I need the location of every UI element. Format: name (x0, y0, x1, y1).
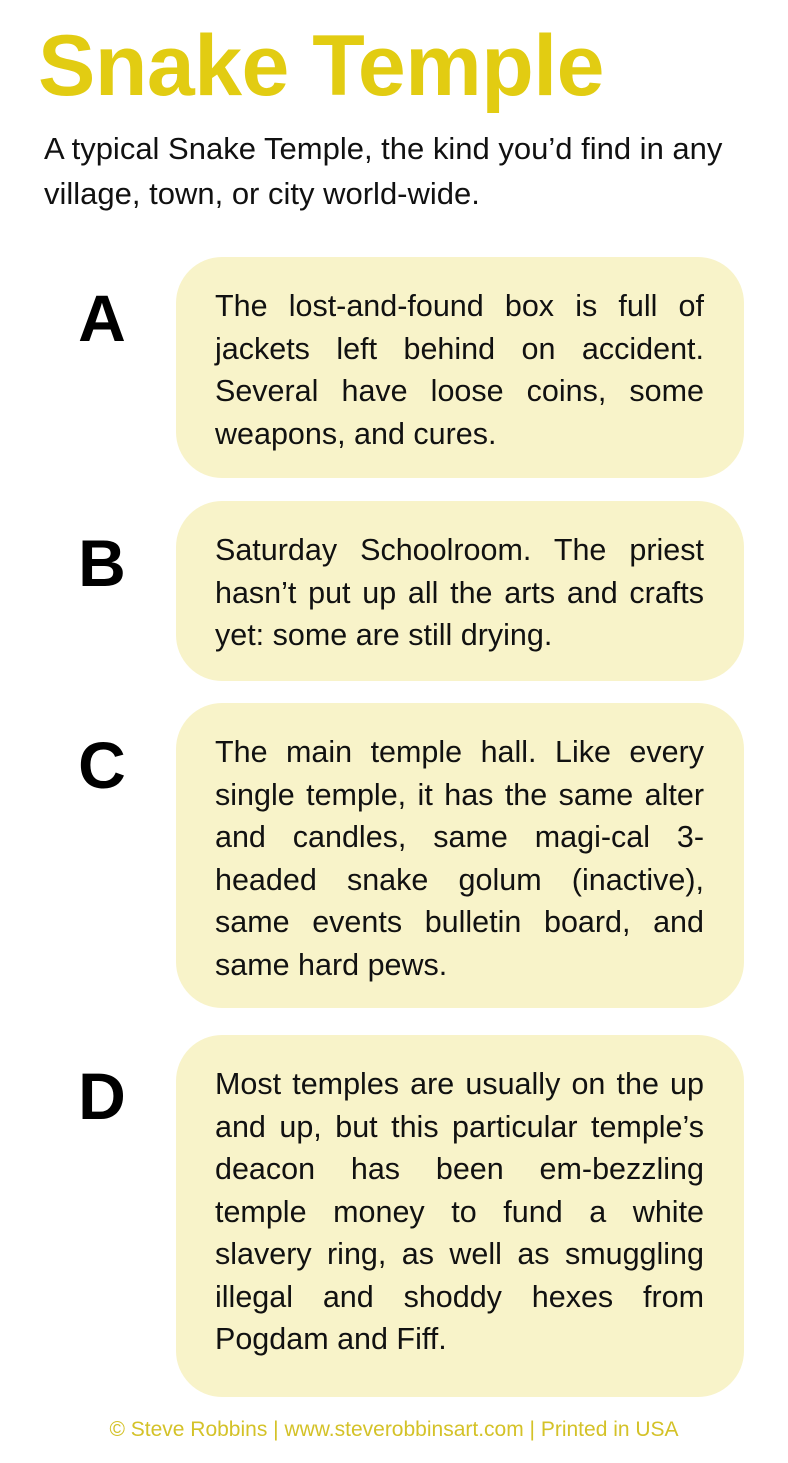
page-subtitle: A typical Snake Temple, the kind you’d find in any village, town, or city world-wide. (44, 131, 723, 211)
entry-letter: A (78, 281, 126, 355)
entry-letter: C (78, 728, 126, 802)
entry-card (176, 703, 744, 1008)
entry-card (176, 501, 744, 681)
entry-text: Saturday Schoolroom. The priest hasn’t put up all the arts and crafts yet: some are still drying. (215, 533, 704, 652)
footer-credit: © Steve Robbins | www.steverobbinsart.com | Printed in USA (109, 1418, 679, 1441)
entry-text: Most temples are usually on the up and up, but this particular temple’s deacon has been em-bezzling temple money to fund a white slavery ring, as well as smuggling illegal and shoddy hexes from Pogdam and Fiff. (215, 1067, 704, 1356)
entry-text: The main temple hall. Like every single temple, it has the same alter and candles, same magi-cal 3-headed snake golum (inactive), same events bulletin board, and same hard pews. (215, 735, 704, 982)
entry-text: The lost-and-found box is full of jackets left behind on accident. Several have loose coins, some weapons, and cures. (215, 289, 704, 451)
entry-card (176, 1035, 744, 1397)
entry-letter: D (78, 1059, 126, 1133)
entry-card (176, 257, 744, 478)
entry-letter: B (78, 526, 126, 600)
page-title: Snake Temple (38, 18, 604, 114)
